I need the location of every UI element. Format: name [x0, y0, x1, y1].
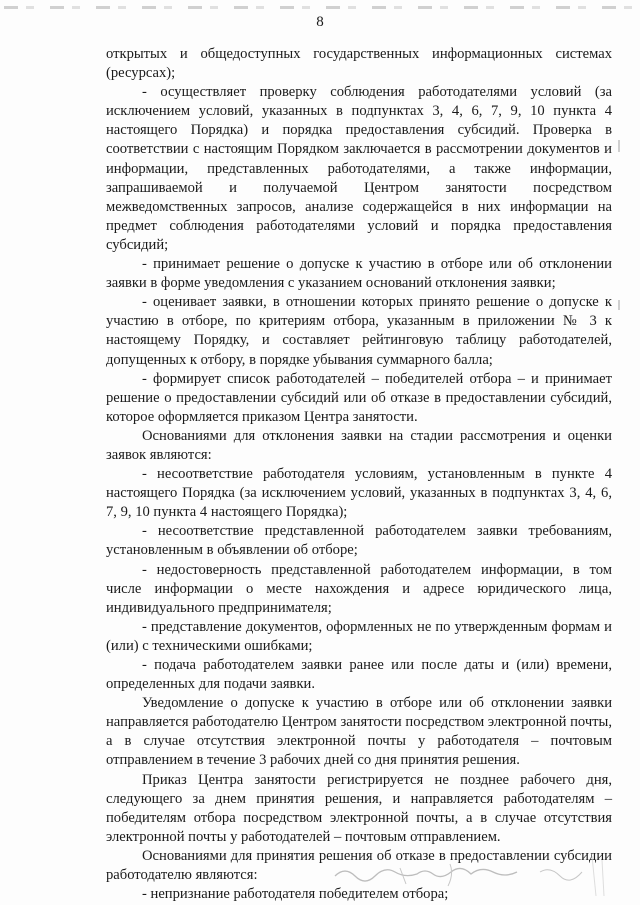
scan-top-marks	[4, 6, 636, 9]
paragraph-11: - подача работодателем заявки ранее или после даты и (или) времени, определенных для подачи заявки.	[106, 657, 612, 693]
paragraph-8: - несоответствие представленной работодателем заявки требованиям, установленным в объявлении об отборе;	[106, 523, 612, 559]
paragraph-1: открытых и общедоступных государственных информационных системах (ресурсах);	[106, 46, 612, 82]
paragraph-7: - несоответствие работодателя условиям, установленным в пункте 4 настоящего Порядка (за исключением условий, указанных в подпунктах 3, 4, 6, 7, 9, 10 пункта 4 настоящего Порядка);	[106, 466, 612, 521]
page-number: 8	[316, 14, 324, 30]
document-body	[106, 45, 612, 904]
paragraph-12: Уведомление о допуске к участию в отборе или об отклонении заявки направляется работодателю Центром занятости посредством электронной почты, а в случае отсутствия электронной почты у работодателя – почтовым отправлением в течение 3 рабочих дней со дня принятия решения.	[106, 695, 612, 769]
paragraph-4: - оценивает заявки, в отношении которых принято решение о допуске к участию в отборе, по критериям отбора, указанным в приложении № 3 к настоящему Порядку, и составляет рейтинговую таблицу работодателей, допущенных к отбору, в порядке убывания суммарного балла;	[106, 294, 612, 368]
paragraph-3: - принимает решение о допуске к участию в отборе или об отклонении заявки в форме уведомления с указанием оснований отклонения заявки;	[106, 256, 612, 292]
paragraph-9: - недостоверность представленной работодателем информации, в том числе информации о месте нахождения и адресе юридического лица, индивидуального предпринимателя;	[106, 561, 612, 616]
paragraph-13: Приказ Центра занятости регистрируется не позднее рабочего дня, следующего за днем принятия решения, и направляется работодателям – победителям отбора посредством электронной почты, а в случае отсутствия электронной почты у работодателей – почтовым отправлением.	[106, 771, 612, 845]
scan-handwriting-mark	[330, 838, 630, 898]
paragraph-5: - формирует список работодателей – победителей отбора – и принимает решение о предоставлении субсидий или об отказе в предоставлении субсидий, которое оформляется приказом Центра занятости.	[106, 370, 612, 425]
paragraph-14: Основаниями для принятия решения об отказе в предоставлении субсидии работодателю являются:	[106, 847, 612, 884]
paragraph-15: - непризнание работодателя победителем отбора;	[142, 886, 449, 903]
paragraph-2: - осуществляет проверку соблюдения работодателями условий (за исключением условий, указанных в подпунктах 3, 4, 6, 7, 9, 10 пункта 4 настоящего Порядка) и порядка предоставления субсидий. Проверка в соответствии с настоящим Порядком заключается в рассмотрении документов и информации, представленных работодателями, а также информации, запрашиваемой и получаемой Центром занятости посредством межведомственных запросов, анализе содержащейся в них информации на предмет соблюдения работодателями условий и порядка предоставления субсидий;	[106, 84, 612, 253]
paragraph-10: - представление документов, оформленных не по утвержденным формам и (или) с техническими ошибками;	[106, 618, 612, 654]
scan-margin-mark	[618, 300, 620, 310]
paragraph-6: Основаниями для отклонения заявки на стадии рассмотрения и оценки заявок являются:	[106, 427, 612, 463]
scan-margin-mark	[618, 140, 620, 152]
